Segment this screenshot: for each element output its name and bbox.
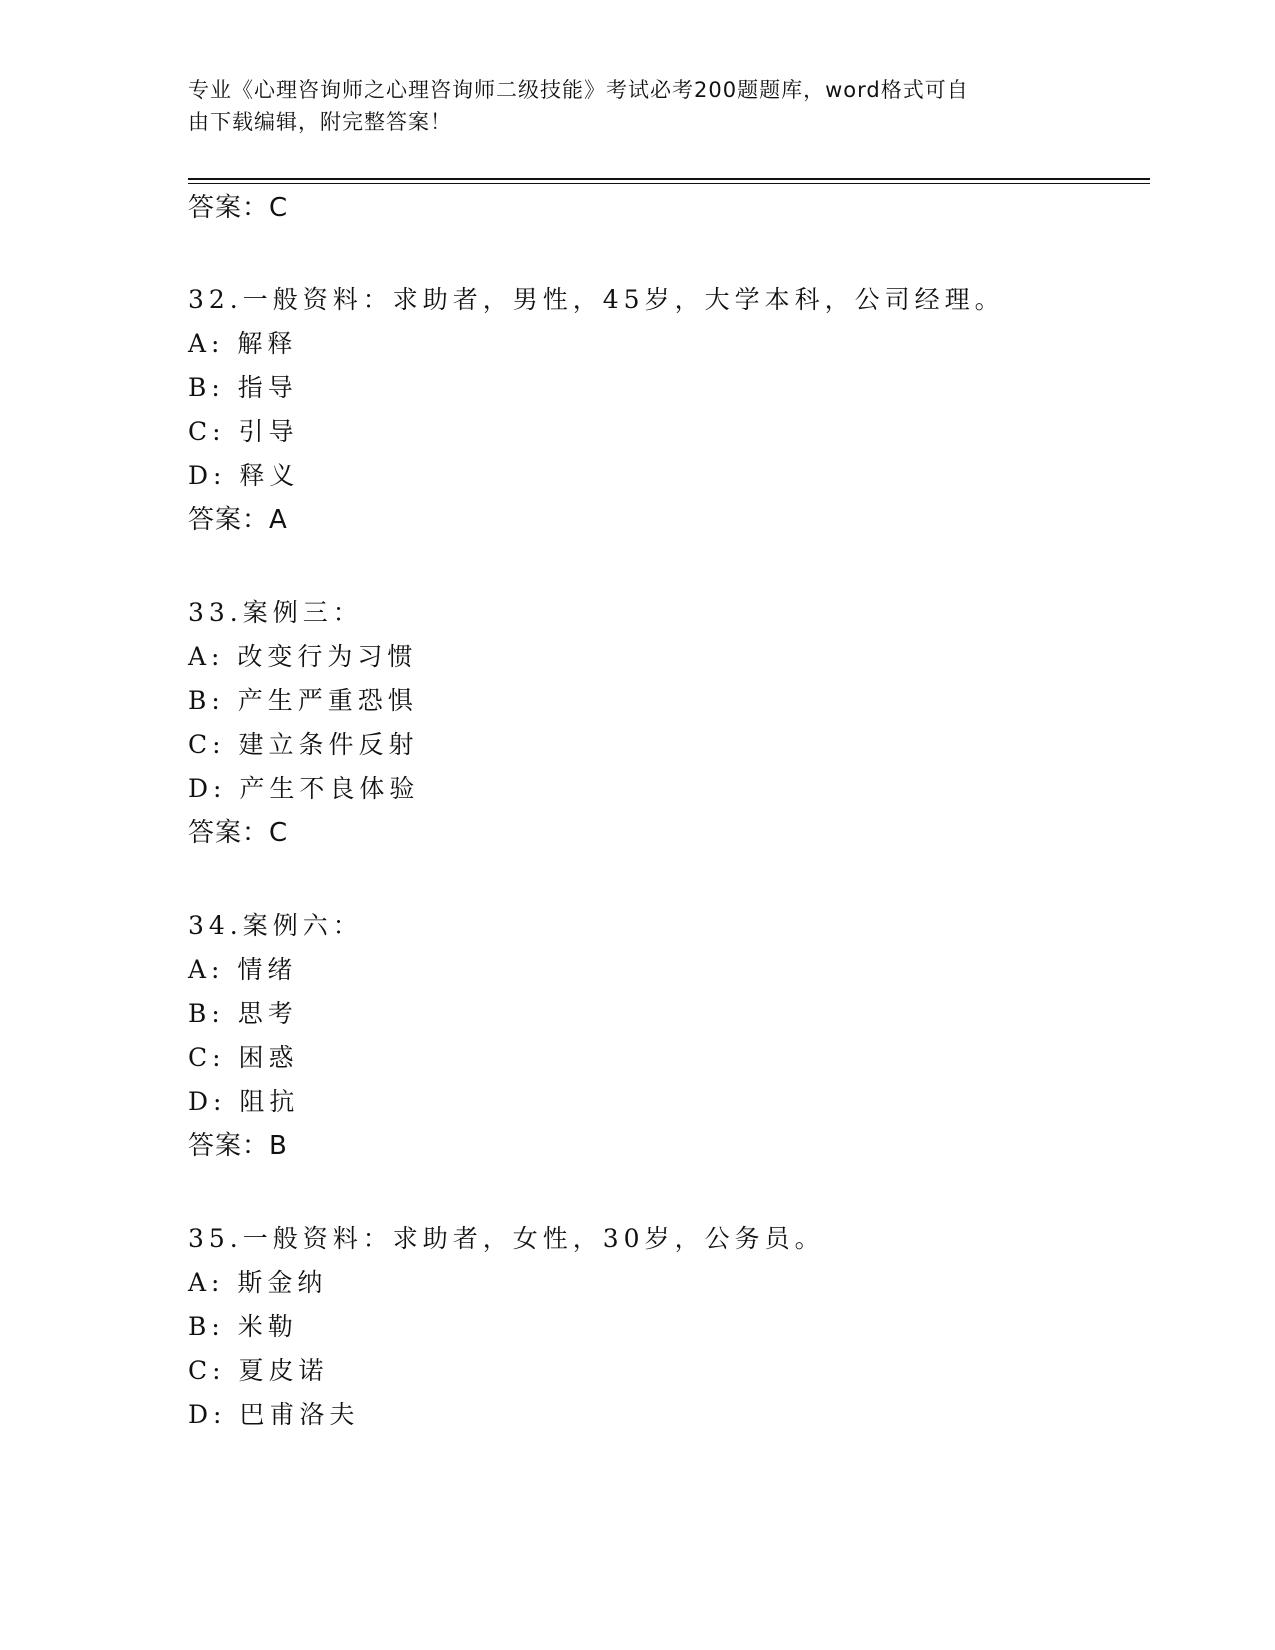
question-34-option-b: B: 思考 — [188, 999, 298, 1028]
question-34-answer: 答案：B — [188, 1131, 288, 1161]
question-34-stem: 34.案例六： — [188, 911, 363, 940]
document-header — [188, 74, 1088, 138]
question-34-option-a: A: 情绪 — [188, 955, 298, 984]
question-35-option-c: C: 夏皮诺 — [188, 1356, 329, 1385]
question-32-option-a: A: 解释 — [188, 329, 298, 358]
question-32-option-b: B: 指导 — [188, 373, 298, 402]
question-35-option-a: A: 斯金纳 — [188, 1268, 328, 1297]
question-35-stem: 35.一般资料：求助者，女性，30岁，公务员。 — [188, 1224, 825, 1253]
question-34-option-c: C: 困惑 — [188, 1043, 299, 1072]
question-35-option-d: D: 巴甫洛夫 — [188, 1400, 360, 1429]
question-33-option-c: C: 建立条件反射 — [188, 730, 419, 759]
question-33-option-d: D: 产生不良体验 — [188, 774, 420, 803]
question-32-option-d: D: 释义 — [188, 461, 300, 490]
question-34-option-d: D: 阻抗 — [188, 1087, 300, 1116]
question-32-option-c: C: 引导 — [188, 417, 299, 446]
question-33-option-b: B: 产生严重恐惧 — [188, 686, 418, 715]
header-divider — [188, 178, 1150, 180]
question-33-stem: 33.案例三： — [188, 598, 363, 627]
question-35-option-b: B: 米勒 — [188, 1312, 298, 1341]
header-line-2: 由下载编辑，附完整答案！ — [188, 110, 452, 134]
question-33-option-a: A: 改变行为习惯 — [188, 642, 418, 671]
question-32-stem: 32.一般资料：求助者，男性，45岁，大学本科，公司经理。 — [188, 285, 1005, 314]
header-divider-thin — [188, 183, 1150, 184]
question-33-answer: 答案：C — [188, 818, 289, 848]
header-line-1: 专业《心理咨询师之心理咨询师二级技能》考试必考200题题库，word格式可自 — [188, 78, 969, 102]
question-32-answer: 答案：A — [188, 505, 288, 535]
answer-previous: 答案：C — [188, 193, 289, 223]
